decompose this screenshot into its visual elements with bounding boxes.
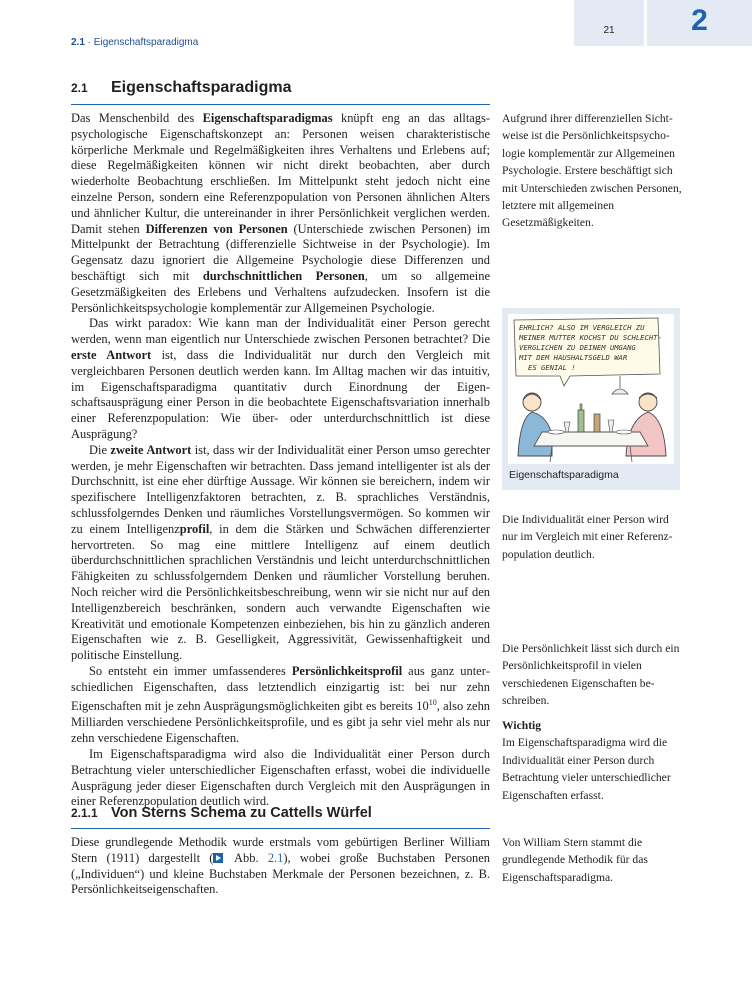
figure-ref-link[interactable]: 2.1	[267, 850, 284, 865]
svg-text:MEINER MUTTER KOCHST DU SCHLEC: MEINER MUTTER KOCHST DU SCHLECHT-	[519, 333, 662, 342]
figure-ref-icon	[213, 853, 223, 863]
svg-text:EHRLICH? ALSO IM VERGLEICH ZU: EHRLICH? ALSO IM VERGLEICH ZU	[519, 323, 645, 332]
important-box	[502, 717, 682, 804]
svg-text:MIT DEM HAUSHALTSGELD WAR: MIT DEM HAUSHALTSGELD WAR	[519, 353, 628, 362]
section-number: 2.1	[71, 81, 88, 95]
subsection-text	[71, 835, 490, 898]
section-rule	[71, 104, 490, 105]
paragraph-4: So entsteht ein immer umfassenderes Persönlichkeitsprofil aus ganz unterschiedlichen Eigenschaften, dass letztendlich einzigartig ist: bei nur zehn Eigenschaften mit je zehn Ausprägungsmöglichkeiten gibt es bereits $10^{10}$, also zehn Milliarden verschiedene Persönlichkeitsprofile, und es gibt ja sehr viel mehr als nur zehn verschiedene Eigenschaften.	[71, 663, 491, 746]
subsection-paragraph-1: Diese grundlegende Methodik wurde erstmals vom gebürtigen Berliner William Stern (1911) dargestellt ( Abb. 2.1), wobei große Buchstaben Personen („Individuen“) und kleine Buchstaben Merkmale der Personen bezeichnen, z. B. Persönlichkeitseigenschaften.	[71, 835, 490, 897]
page-number-tab	[574, 0, 644, 46]
margin-note-2: Die Individualität einer Person wird nur im Vergleich mit einer Referenzpopulation deutlich.	[502, 513, 673, 561]
page-number: 21	[603, 25, 615, 36]
margin-note-3: Die Persönlichkeit lässt sich durch ein Persönlichkeitsprofil in vielen verschiedenen Eigenschaften beschreiben.	[502, 642, 680, 708]
svg-text:ES GENIAL !: ES GENIAL !	[528, 363, 576, 372]
important-label: Wichtig	[502, 719, 542, 732]
cartoon-illustration	[508, 314, 674, 464]
figure-box	[502, 308, 680, 490]
paragraph-1: Das Menschenbild des Eigenschaftsparadigmas knüpft eng an das alltagspsychologische Eigenschaftskonzept an: Personen weisen charakteristische körperliche Merkmale und Regelmäßigkeiten ihres Verhaltens und Erlebens auf; diese Regelmäßigkeiten können wir nicht direkt beobachten, aber durch wiederholte Beobachtung erschließen. Im Mittelpunkt steht jedoch nicht eine einzelne Person, sondern eine Referenzpopulation von Personen ähnlichen Alters und ähnlicher Kultur, die untereinander in ihrer Persönlichkeit verglichen werden. Damit stehen Differenzen von Personen (Unterschiede zwischen Personen) im Mittelpunkt der Betrachtung (differenzielle Sichtweise in der Psychologie). Im Gegensatz dazu ignoriert die Allgemeine Psychologie diese Differenzen und beschäftigt sich mit durchschnittlichen Personen, um so allgemeine Gesetzmäßigkeiten des Erlebens und Verhaltens aufzudecken. Insofern ist die Persönlichkeitspsychologie komplementär zur Allgemeinen Psychologie.	[71, 111, 491, 315]
chapter-number: 2	[691, 4, 708, 37]
important-text: Im Eigenschaftsparadigma wird die Individualität einer Person durch Betrachtung vieler unterschiedlicher Eigenschaften erfasst.	[502, 736, 671, 802]
margin-note-1: Aufgrund ihrer differenziellen Sichtweise ist die Persönlichkeitspsychologie komplementär zur Allgemeinen Psychologie. Erstere beschäftigt sich mit Unterschieden zwischen Personen, letztere mit allgemeinen Gesetzmäßigkeiten.	[502, 112, 682, 230]
paragraph-2: Das wirkt paradox: Wie kann man der Individualität einer Person gerecht werden, wenn man eigentlich nur Unterschiede zwischen Personen betrachtet? Die erste Antwort ist, dass die Individualität nur durch den Vergleich mit vergleichbaren Personen deutlich werden kann. Im Alltag machen wir das intuitiv, im Eigenschaftsparadigma quantitativ durch Einordnung der Eigenschaftsausprägung einer Person in die beobachtete Eigenschaftsvariation innerhalb einer Referenzpopulation: Wie über- oder unterdurchschnittlich ist diese Ausprägung?	[71, 316, 490, 441]
subsection-title: Von Sterns Schema zu Cattells Würfel	[111, 805, 372, 821]
chapter-tab	[647, 0, 752, 46]
running-head-title: Eigenschaftsparadigma	[93, 37, 199, 48]
running-head-separator: ·	[84, 37, 94, 48]
subsection-rule	[71, 828, 490, 829]
svg-text:VERGLICHEN ZU DEINEM UMGANG: VERGLICHEN ZU DEINEM UMGANG	[519, 343, 636, 352]
running-head-number: 2.1	[71, 37, 85, 48]
subsection-number: 2.1.1	[71, 806, 98, 820]
paragraph-5: Im Eigenschaftsparadigma wird also die Individualität einer Person durch Betrachtung vieler unterschiedlicher Eigenschaften erfasst, wobei die individuelle Ausprägung jeder dieser Eigenschaften durch Vergleich mit den Ausprägungen in einer Referenzpopulation deutlich wird.	[71, 747, 490, 809]
paragraph-3: Die zweite Antwort ist, dass wir der Individualität einer Person umso gerechter werden, je mehr Eigenschaften wir betrachten. Dass jemand intelligenter ist als der Durchschnitt, ist eine eher dürftige Aussage. Wir können sie bereichern, indem wir spezifischere Intelligenzfaktoren betrachten, z. B. sprachliches Verständnis, schlussfolgerndes Denken und räumliches Vorstellungsvermögen. So kommen wir zu einem Intelligenzprofil, in dem die Stärken und Schwächen differenzierter hervortreten. So mag eine mittlere Intelligenz auf einem deutlich überdurchschnittlichen sprachlichen Verständnis und leicht unterdurchschnittlichen Fähigkeiten zu schlussfolgerndem Denken und räumlicher Vorstellung beruhen. Noch reicher wird die Persönlichkeitsbeschreibung, wenn wir sie nicht nur auf den Intelligenzbereich beschränken, sondern auch verwandte Eigenschaften wie Kreativität und emotionale Kompetenzen einbeziehen, bis hin zu gänzlich anderen Eigenschaften wie z. B. Geselligkeit, Aggressivität, Gewissenhaftigkeit und politische Einstellung.	[71, 442, 491, 663]
margin-note-4: Von William Stern stammt die grundlegende Methodik für das Eigenschaftsparadigma.	[502, 836, 648, 884]
running-head	[71, 37, 198, 48]
section-title: Eigenschaftsparadigma	[111, 79, 292, 96]
main-text	[71, 111, 490, 810]
figure-caption: Eigenschaftsparadigma	[509, 469, 619, 481]
subsection-heading	[71, 805, 372, 821]
section-heading	[71, 79, 292, 97]
